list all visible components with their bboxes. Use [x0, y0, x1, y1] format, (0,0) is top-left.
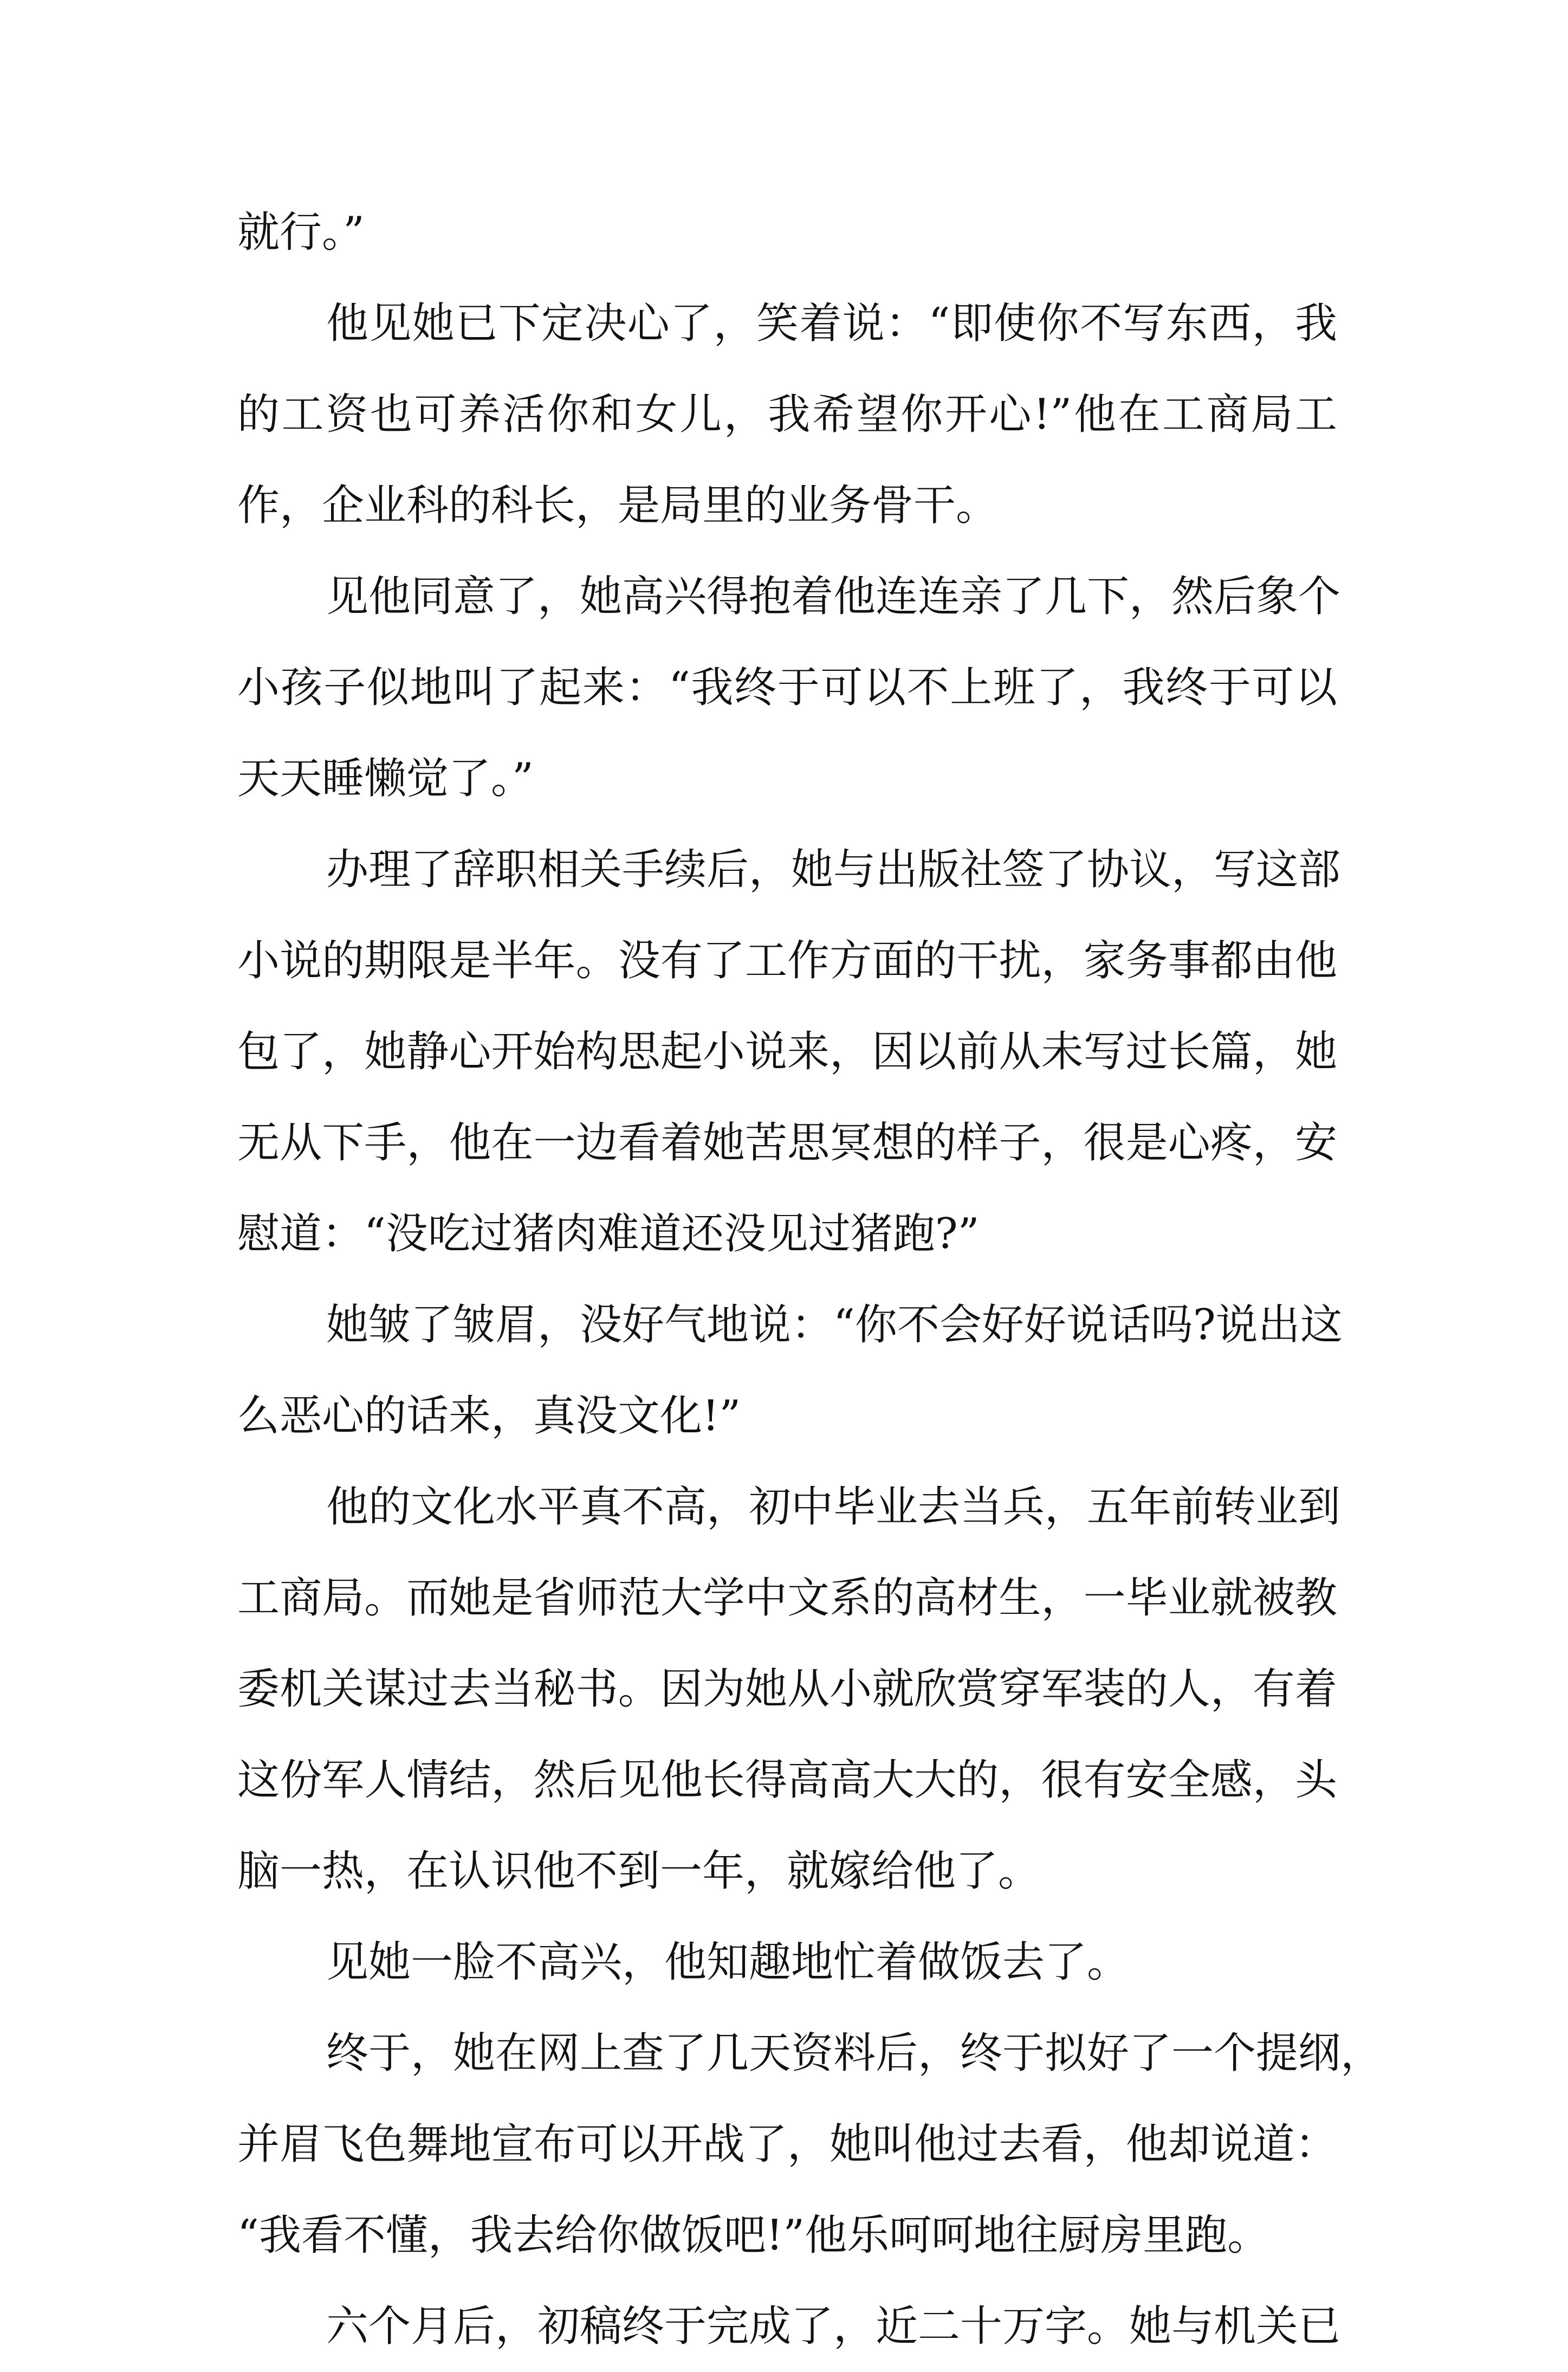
text-line: 他的文化水平真不高，初中毕业去当兵，五年前转业到	[326, 1483, 1341, 1531]
text-line: 见她一脸不高兴，他知趣地忙着做饭去了。	[326, 1938, 1130, 1987]
text-line: 见他同意了，她高兴得抱着他连连亲了几下，然后象个	[326, 572, 1341, 621]
text-line: 小说的期限是半年。没有了工作方面的干扰，家务事都由他	[237, 936, 1337, 985]
text-line: 她皱了皱眉，没好气地说：“你不会好好说话吗?说出这	[326, 1301, 1343, 1349]
text-line: 包了，她静心开始构思起小说来，因以前从未写过长篇，她	[237, 1027, 1337, 1076]
text-line: 作，企业科的科长，是局里的业务骨干。	[237, 481, 999, 530]
text-line: 这份军人情结，然后见他长得高高大大的，很有安全感，头	[237, 1756, 1337, 1805]
text-line: 无从下手，他在一边看着她苦思冥想的样子，很是心疼，安	[237, 1119, 1337, 1167]
text-line: 天天睡懒觉了。”	[237, 754, 534, 803]
text-line: 并眉飞色舞地宣布可以开战了，她叫他过去看，他却说道：	[237, 2120, 1337, 2169]
text-line: 么恶心的话来，真没文化!”	[237, 1392, 741, 1440]
text-line: 工商局。而她是省师范大学中文系的高材生，一毕业就被教	[237, 1574, 1337, 1623]
text-line: 终于，她在网上查了几天资料后，终于拟好了一个提纲，	[326, 2029, 1383, 2078]
text-line: “我看不懂，我去给你做饭吧!”他乐呵呵地往厨房里跑。	[237, 2211, 1270, 2260]
text-line: 办理了辞职相关手续后，她与出版社签了协议，写这部	[326, 845, 1341, 894]
text-line: 脑一热，在认识他不到一年，就嫁给他了。	[237, 1847, 1041, 1896]
text-line: 小孩子似地叫了起来：“我终于可以不上班了，我终于可以	[237, 663, 1337, 712]
text-line: 六个月后，初稿终于完成了，近二十万字。她与机关已	[326, 2302, 1341, 2351]
document-body	[237, 187, 1383, 2372]
text-line: 委机关谋过去当秘书。因为她从小就欣赏穿军装的人，有着	[237, 1665, 1337, 1714]
text-line: 他见她已下定决心了，笑着说：“即使你不写东西，我	[326, 299, 1337, 348]
text-line: 的工资也可养活你和女儿，我希望你开心!”他在工商局工	[237, 390, 1337, 439]
text-line: 就行。”	[237, 208, 365, 257]
text-line: 慰道：“没吃过猪肉难道还没见过猪跑?”	[237, 1210, 980, 1258]
